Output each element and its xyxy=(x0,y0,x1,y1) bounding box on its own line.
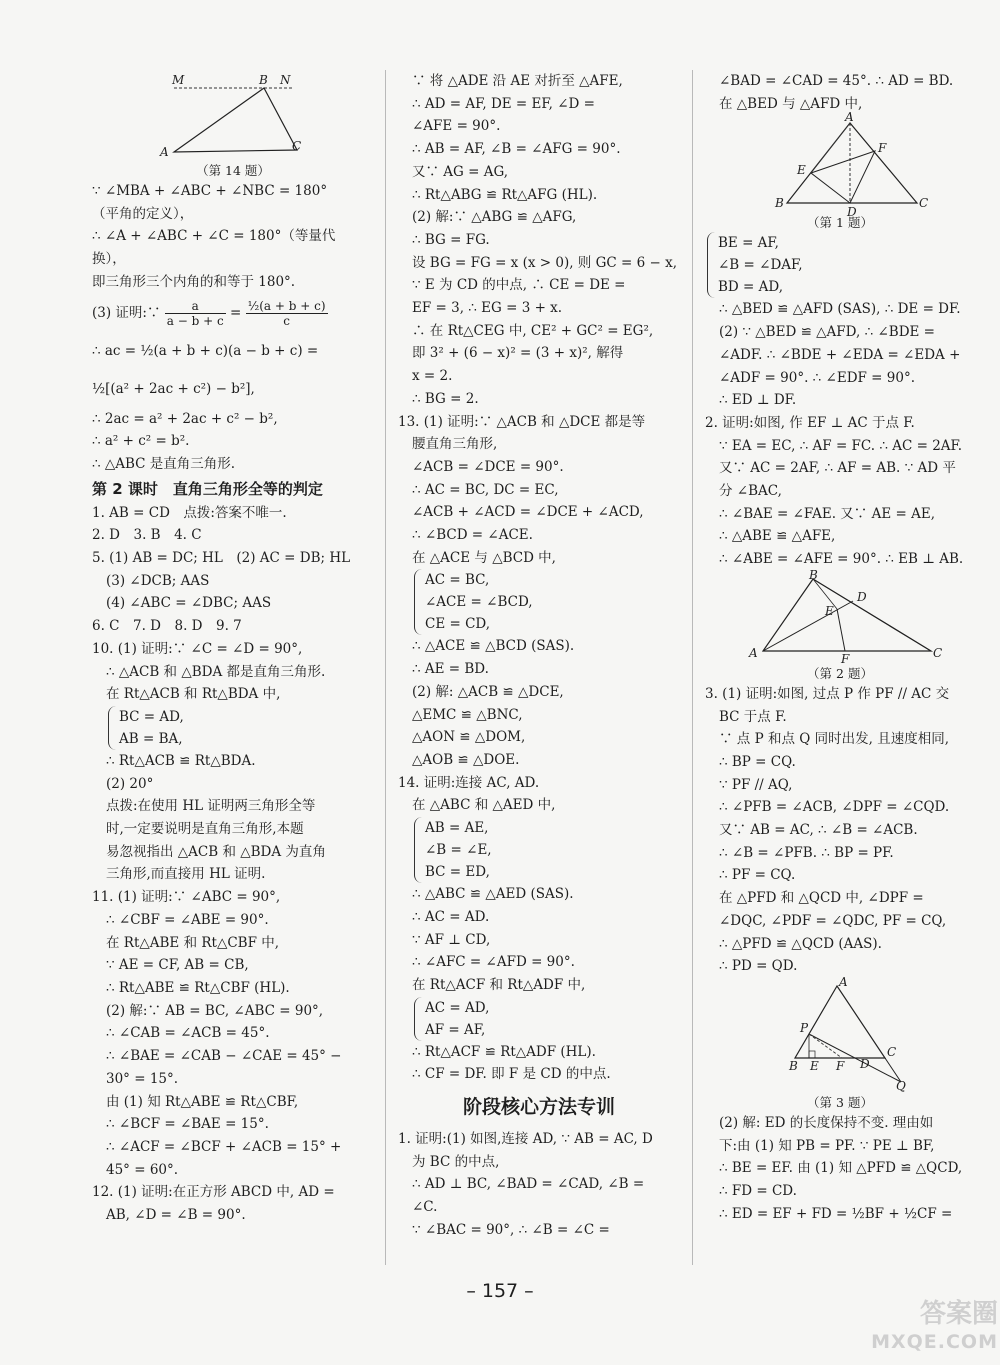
text-line: ∴ △PFD ≌ △QCD (AAS). xyxy=(719,935,882,952)
fig14-caption: （第 14 题） xyxy=(196,163,270,178)
fig3-label-e: E xyxy=(810,1058,819,1073)
fig1-label-b: B xyxy=(775,196,784,211)
fig2-label-f: F xyxy=(841,651,850,666)
text-line: ∴ ∠BAE = ∠FAE. 又∵ AE = AE, xyxy=(719,505,935,522)
text-line: ∴ ∠B = ∠PFB. ∴ BP = PF. xyxy=(719,844,894,861)
text-line: （平角的定义）， xyxy=(92,205,194,222)
text-line: (2) 解:∵ AB = BC, ∠ABC = 90°, xyxy=(106,1002,324,1019)
fig1-label-e: E xyxy=(797,163,806,178)
fig3-label-a: A xyxy=(839,974,848,989)
text-line: AB = BA, xyxy=(119,730,183,747)
text-line: △EMC ≌ △BNC, xyxy=(412,706,523,723)
text-line: ∴ Rt△ACB ≌ Rt△BDA. xyxy=(106,752,256,769)
text-line: ∴ ac = ½(a + b + c)(a − b + c) = xyxy=(92,342,319,359)
text-line: 腰直角三角形, xyxy=(412,436,498,453)
answer-14: 14. 证明:连接 AC, AD. xyxy=(398,774,540,791)
answer-1: 1. AB = CD 点拨:答案不唯一. xyxy=(92,504,287,521)
brace-group xyxy=(414,569,680,635)
text-line: ∴ PD = QD. xyxy=(719,958,798,975)
text-line: ∴ ∠BAE = ∠CAB − ∠CAE = 45° − xyxy=(106,1048,342,1065)
text-line: ∠AFE = 90°. xyxy=(412,118,501,135)
fig2-label-a: A xyxy=(749,645,758,660)
text-line: (3) ∠DCB; AAS xyxy=(106,572,210,589)
text-line: 在 Rt△ACB 和 Rt△BDA 中, xyxy=(106,686,281,703)
answer-6-9: 6. C 7. D 8. D 9. 7 xyxy=(92,618,242,635)
text-line: BD = AD, xyxy=(718,279,784,296)
text-line: ∠B = ∠DAF, xyxy=(718,257,803,274)
text-line: ∴ 在 Rt△CEG 中, CE² + GC² = EG², xyxy=(412,322,654,339)
text-line: ∠C. xyxy=(412,1199,438,1216)
text-line: ∴ AD ⊥ BC, ∠BAD = ∠CAD, ∠B = xyxy=(412,1176,645,1193)
text-line: 又∵ AB = AC, ∴ ∠B = ∠ACB. xyxy=(719,822,918,839)
text-line: ∴ ∠AFC = ∠AFD = 90°. xyxy=(412,954,575,971)
text-line: ∵ AE = CF, AB = CB, xyxy=(106,957,249,974)
fig2-caption: （第 2 题） xyxy=(807,665,873,681)
column-2 xyxy=(398,70,680,1242)
text-line: △AON ≌ △DOM, xyxy=(412,729,526,746)
text-line: BC = ED, xyxy=(425,864,490,881)
watermark-url: MXQE.COM xyxy=(871,1331,998,1353)
brace-group xyxy=(707,232,975,298)
section-heading: 第 2 课时 直角三角形全等的判定 xyxy=(92,479,323,498)
text-line: ∴ ∠ACF = ∠BCF + ∠ACB = 15° + xyxy=(106,1138,342,1155)
text-line: ∴ ∠BCF = ∠BAE = 15°. xyxy=(106,1116,269,1133)
figure-14 xyxy=(92,70,374,158)
text-line: ∴ Rt△ABG ≌ Rt△AFG (HL). xyxy=(412,186,598,203)
text-line: AC = AD, xyxy=(425,999,490,1016)
text-line: (4) ∠ABC = ∠DBC; AAS xyxy=(106,595,272,612)
text-line: ∠BAD = ∠CAD = 45°. ∴ AD = BD. xyxy=(719,73,954,89)
text-line: ∵ ∠BAC = 90°, ∴ ∠B = ∠C = xyxy=(412,1221,610,1238)
fig2-label-c: C xyxy=(933,645,943,660)
text-line: 在 △PFD 和 △QCD 中, ∠DPF = xyxy=(719,890,924,907)
text-line: ∴ ∠PFB = ∠ACB, ∠DPF = ∠CQD. xyxy=(719,799,950,816)
fig14-label-m: M xyxy=(172,73,185,87)
text-line: 在 △ABC 和 △AED 中, xyxy=(412,797,556,814)
text-line: (2) 解: ED 的长度保持不变. 理由如 xyxy=(719,1114,934,1131)
text-line: ∵ ∠MBA + ∠ABC + ∠NBC = 180° xyxy=(92,183,328,199)
fig1-label-d: D xyxy=(847,205,857,220)
text-line: 在 △ACE 与 △BCD 中, xyxy=(412,549,556,566)
text-line: ∴ ∠ABE = ∠AFE = 90°. ∴ EB ⊥ AB. xyxy=(719,551,964,568)
text-line: ∴ ED ⊥ DF. xyxy=(719,392,797,409)
text-line: ∴ ED = EF + FD = ½BF + ½CF = xyxy=(719,1205,953,1222)
text-line: ∴ AC = AD. xyxy=(412,908,490,925)
text-line: ∴ △ACE ≌ △BCD (SAS). xyxy=(412,638,575,655)
fig14-label-c: C xyxy=(292,139,302,153)
fraction-2: $\frac{\text{½(a + b + c)}}{c}$ xyxy=(247,298,326,328)
text-line: ∴ ∠CBF = ∠ABE = 90°. xyxy=(106,911,269,928)
text-line: ∴ CF = DF. 即 F 是 CD 的中点. xyxy=(412,1066,611,1083)
text-line: ∠B = ∠E, xyxy=(425,842,492,859)
text-line: ∵ PF // AQ, xyxy=(719,776,793,793)
fraction-1: $\frac{a}{a - b + c}$ xyxy=(166,298,224,328)
text-line: 为 BC 的中点, xyxy=(412,1153,500,1170)
column-3 xyxy=(705,70,975,1226)
text-line: 45° = 60°. xyxy=(106,1161,179,1178)
fig3-label-q: Q xyxy=(896,1078,906,1093)
text-line: ∴ △BED ≌ △AFD (SAS), ∴ DE = DF. xyxy=(719,301,961,318)
text-line: BC 于点 F. xyxy=(719,708,787,725)
watermark-logo xyxy=(818,1300,998,1360)
figure-2 xyxy=(705,567,975,666)
brace-group xyxy=(108,706,374,750)
method-answer-1: 1. 证明:(1) 如图,连接 AD, ∵ AB = AC, D xyxy=(398,1131,653,1148)
method-answer-2: 2. 证明:如图, 作 EF ⊥ AC 于点 F. xyxy=(705,414,915,431)
text-line: BE = AF, xyxy=(718,235,779,252)
brace-group xyxy=(414,997,680,1041)
text-line: 在 △BED 与 △AFD 中, xyxy=(719,95,863,112)
fig3-label-c: C xyxy=(887,1044,897,1059)
text-line: 即 3² + (6 − x)² = (3 + x)², 解得 xyxy=(412,345,624,362)
text-line: ½[(a² + 2ac + c²) − b²], xyxy=(92,380,255,397)
text-line: ∴ △ABE ≌ △AFE, xyxy=(719,528,836,545)
fig1-label-f: F xyxy=(878,141,887,156)
text-line: 时,一定要说明是直角三角形,本题 xyxy=(106,821,304,838)
text-line: 在 Rt△ABE 和 Rt△CBF 中, xyxy=(106,934,280,951)
fig3-label-b: B xyxy=(789,1058,798,1073)
text-line: (2) 20° xyxy=(106,775,154,792)
column-divider-2 xyxy=(692,70,693,1265)
fig14-label-n: N xyxy=(280,73,291,87)
text-line: 又∵ AC = 2AF, ∴ AF = AB. ∵ AD 平 xyxy=(719,460,956,477)
text-line: ∴ BG = 2. xyxy=(412,390,479,407)
text-line: AB, ∠D = ∠B = 90°. xyxy=(106,1207,246,1224)
figure-3 xyxy=(705,974,975,1093)
text-line: ∴ Rt△ABE ≌ Rt△CBF (HL). xyxy=(106,979,290,996)
text-line: ∴ AD = AF, DE = EF, ∠D = xyxy=(412,95,595,112)
text-line: ∴ ∠CAB = ∠ACB = 45°. xyxy=(106,1025,270,1042)
column-1 xyxy=(92,70,374,1227)
text-line: ∴ ∠BCD = ∠ACE. xyxy=(412,527,533,544)
fig14-label-a: A xyxy=(160,145,169,159)
text-line: ∠ACB = ∠DCE = 90°. xyxy=(412,458,564,475)
answer-10: 10. (1) 证明:∵ ∠C = ∠D = 90°, xyxy=(92,640,303,657)
text-line: ∵ EA = EC, ∴ AF = FC. ∴ AC = 2AF. xyxy=(719,437,963,454)
text-line: (2) 解:∵ △ABG ≌ △AFG, xyxy=(412,209,577,226)
text-line: AF = AF, xyxy=(425,1021,486,1038)
brace-group xyxy=(414,817,680,883)
text-line: △AOB ≌ △DOE. xyxy=(412,751,520,768)
text-line: ∠DQC, ∠PDF = ∠QDC, PF = CQ, xyxy=(719,912,947,929)
text-line: 由 (1) 知 Rt△ABE ≌ Rt△CBF, xyxy=(106,1093,299,1110)
text-line: (2) 解: △ACB ≌ △DCE, xyxy=(412,683,564,700)
answer-12: 12. (1) 证明:在正方形 ABCD 中, AD = xyxy=(92,1184,335,1201)
text-line: ∵ E 为 CD 的中点, ∴ CE = DE = xyxy=(412,277,626,294)
answer-2-4: 2. D 3. B 4. C xyxy=(92,527,202,544)
text-line: 即三角形三个内角的和等于 180°. xyxy=(92,273,296,290)
text-line: AC = BC, xyxy=(425,572,490,589)
text-line: ∠ADF. ∴ ∠BDE + ∠EDA = ∠EDA + xyxy=(719,346,961,363)
text-line: AB = AE, xyxy=(425,820,489,837)
text-line: ∠ACE = ∠BCD, xyxy=(425,594,533,611)
text-line: ∵ 点 P 和点 Q 同时出发, 且速度相同, xyxy=(719,731,949,748)
text-line: ∴ BP = CQ. xyxy=(719,753,796,770)
text-line: 30° = 15°. xyxy=(106,1070,179,1087)
text-line: ∴ 2ac = a² + 2ac + c² − b², xyxy=(92,410,278,427)
fig2-label-e: E xyxy=(825,603,834,618)
text-line: ∴ Rt△ACF ≌ Rt△ADF (HL). xyxy=(412,1043,596,1060)
text-line: 易忽视指出 △ACB 和 △BDA 为直角 xyxy=(106,843,326,860)
text-line: ∴ a² + c² = b². xyxy=(92,433,190,450)
fig3-label-p: P xyxy=(800,1020,809,1035)
watermark-text: 答案圈 xyxy=(919,1299,998,1329)
column-divider-1 xyxy=(385,70,386,1265)
text-line: CE = CD, xyxy=(425,616,491,633)
fig3-label-f: F xyxy=(836,1058,845,1073)
text-line: 分 ∠BAC, xyxy=(719,483,782,500)
text-line: ∴ ∠A + ∠ABC + ∠C = 180°（等量代 xyxy=(92,228,336,245)
text-line: ∠ACB + ∠ACD = ∠DCE + ∠ACD, xyxy=(412,504,644,521)
fraction-line: (3) 证明:∵ $\frac{a}{a - b + c}$ = $\frac{\text{½(a + b + c)}}{c}$ xyxy=(92,298,326,328)
method-answer-3: 3. (1) 证明:如图, 过点 P 作 PF // AC 交 xyxy=(705,685,950,702)
text-line: 换）， xyxy=(92,251,126,268)
text-line: 在 Rt△ACF 和 Rt△ADF 中, xyxy=(412,976,586,993)
fig3-caption: （第 3 题） xyxy=(807,1094,873,1110)
text-line: ∴ BG = FG. xyxy=(412,231,490,248)
text-line: ∴ AE = BD. xyxy=(412,661,489,678)
fig2-label-d: D xyxy=(857,589,867,604)
answer-11: 11. (1) 证明:∵ ∠ABC = 90°, xyxy=(92,889,281,906)
answer-5: 5. (1) AB = DC; HL (2) AC = DB; HL xyxy=(92,550,351,567)
answer-13: 13. (1) 证明:∵ △ACB 和 △DCE 都是等 xyxy=(398,413,646,430)
fig2-label-b: B xyxy=(809,567,818,582)
fig1-caption: （第 1 题） xyxy=(807,215,873,231)
text-line: 下:由 (1) 知 PB = PF. ∵ PE ⊥ BF, xyxy=(719,1137,935,1154)
page-number: – 157 – xyxy=(466,1280,534,1302)
fig1-label-a: A xyxy=(845,110,854,125)
text-line: 又∵ AG = AG, xyxy=(412,163,509,180)
text-line: 三角形,而直接用 HL 证明. xyxy=(106,866,266,883)
text-line: x = 2. xyxy=(412,368,453,385)
text-line: ∴ △ACB 和 △BDA 都是直角三角形. xyxy=(106,663,326,680)
text-line: BC = AD, xyxy=(119,708,184,725)
text-line: ∴ BE = EF. 由 (1) 知 △PFD ≌ △QCD, xyxy=(719,1160,963,1177)
text-line: ∴ AB = AF, ∠B = ∠AFG = 90°. xyxy=(412,141,621,158)
text-line: ∴ AC = BC, DC = EC, xyxy=(412,481,559,498)
text-line: (2) ∵ △BED ≌ △AFD, ∴ ∠BDE = xyxy=(719,324,935,341)
figure-1 xyxy=(705,110,975,220)
text-line: ∴ PF = CQ. xyxy=(719,867,796,884)
text-line: ∵ AF ⊥ CD, xyxy=(412,931,491,948)
text-line: EF = 3, ∴ EG = 3 + x. xyxy=(412,300,563,317)
text-line: ∵ 将 △ADE 沿 AE 对折至 △AFE, xyxy=(412,73,623,89)
text-line: 设 BG = FG = x (x > 0), 则 GC = 6 − x, xyxy=(412,254,677,271)
fig1-label-c: C xyxy=(919,196,929,211)
fig14-label-b: B xyxy=(259,73,268,87)
text-line: 点拨:在使用 HL 证明两三角形全等 xyxy=(106,798,316,815)
section-heading: 阶段核心方法专训 xyxy=(462,1096,615,1119)
text-line: ∴ FD = CD. xyxy=(719,1183,797,1200)
text-line: ∴ △ABC 是直角三角形. xyxy=(92,455,236,472)
fig3-label-d: D xyxy=(860,1056,870,1071)
text-line: ∴ △ABC ≌ △AED (SAS). xyxy=(412,886,574,903)
text-line: ∠ADF = 90°. ∴ ∠EDF = 90°. xyxy=(719,369,916,386)
